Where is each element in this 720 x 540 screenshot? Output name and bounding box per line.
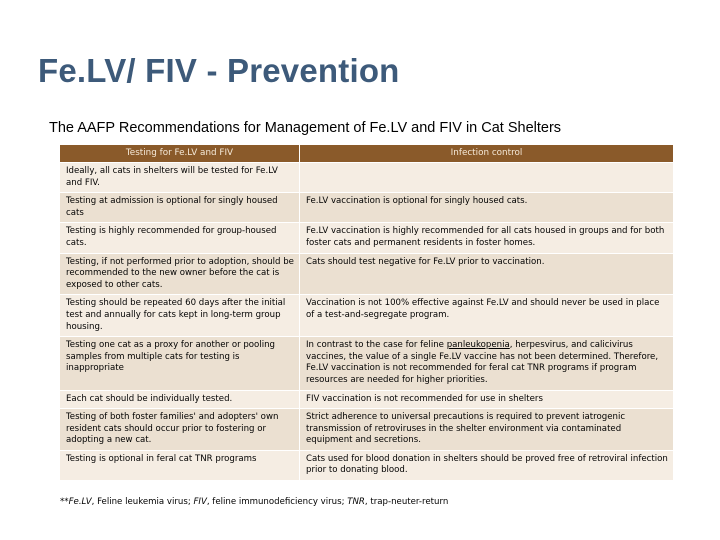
testing-cell: Ideally, all cats in shelters will be tested for Fe.LV and FIV. (60, 163, 300, 193)
infection-control-cell: Vaccination is not 100% effective against Fe.LV and should never be used in place of a test-and-segregate program. (300, 295, 674, 337)
table-row (60, 163, 674, 193)
table-row (60, 295, 674, 337)
table-row (60, 223, 674, 253)
footnote-prefix: ** (60, 497, 69, 507)
infection-control-cell: Fe.LV vaccination is highly recommended for all cats housed in groups and for both foster cats and permanent residents in foster homes. (300, 223, 674, 253)
testing-cell: Testing is highly recommended for group-housed cats. (60, 223, 300, 253)
fiv-def: , feline immunodeficiency virus; (206, 497, 348, 507)
header-infection-control: Infection control (300, 145, 674, 163)
table-row (60, 409, 674, 451)
cell-text: In contrast to the case for feline (306, 340, 447, 351)
infection-control-cell (300, 337, 674, 390)
slide-title: Fe.LV/ FIV - Prevention (38, 52, 400, 89)
infection-control-cell (300, 163, 674, 193)
infection-control-cell: FIV vaccination is not recommended for use in shelters (300, 391, 674, 410)
testing-cell: Testing of both foster families' and adopters' own resident cats should occur prior to fostering or adopting a new cat. (60, 409, 300, 451)
cell-text: , herpesvirus, and calicivirus vaccines, the value of a single Fe.LV vaccine has not been determined. Therefore, Fe.LV vaccination is not recommended for feral cat TNR programs if program resources are needed for higher priorities. (306, 340, 659, 385)
table-row (60, 337, 674, 390)
testing-cell: Testing is optional in feral cat TNR programs (60, 451, 300, 481)
table-header-row (60, 145, 674, 163)
testing-cell: Each cat should be individually tested. (60, 391, 300, 410)
table-row (60, 391, 674, 410)
slide-subtitle: The AAFP Recommendations for Management of Fe.LV and FIV in Cat Shelters (49, 120, 562, 136)
abbreviations-footnote (60, 497, 448, 507)
table-row (60, 193, 674, 223)
testing-cell: Testing one cat as a proxy for another or pooling samples from multiple cats for testing is inappropriate (60, 337, 300, 390)
tnr-def: , trap-neuter-return (364, 497, 449, 507)
table-row (60, 254, 674, 296)
felv-def: , Feline leukemia virus; (91, 497, 194, 507)
testing-cell: Testing should be repeated 60 days after the initial test and annually for cats kept in long-term group housing. (60, 295, 300, 337)
tnr-abbr: TNR (347, 497, 365, 507)
testing-cell: Testing at admission is optional for singly housed cats (60, 193, 300, 223)
infection-control-cell: Strict adherence to universal precautions is required to prevent iatrogenic transmission of retroviruses in the shelter environment via contaminated equipment and secretions. (300, 409, 674, 451)
panleukopenia-term: panleukopenia (446, 340, 510, 351)
infection-control-cell: Fe.LV vaccination is optional for singly housed cats. (300, 193, 674, 223)
header-testing: Testing for Fe.LV and FIV (60, 145, 300, 163)
testing-cell: Testing, if not performed prior to adoption, should be recommended to the new owner before the cat is exposed to other cats. (60, 254, 300, 296)
table-row (60, 451, 674, 481)
infection-control-cell: Cats used for blood donation in shelters should be proved free of retroviral infection prior to donating blood. (300, 451, 674, 481)
felv-abbr: Fe.LV (68, 497, 92, 507)
infection-control-cell: Cats should test negative for Fe.LV prior to vaccination. (300, 254, 674, 296)
fiv-abbr: FIV (193, 497, 207, 507)
recommendations-table (60, 145, 674, 481)
